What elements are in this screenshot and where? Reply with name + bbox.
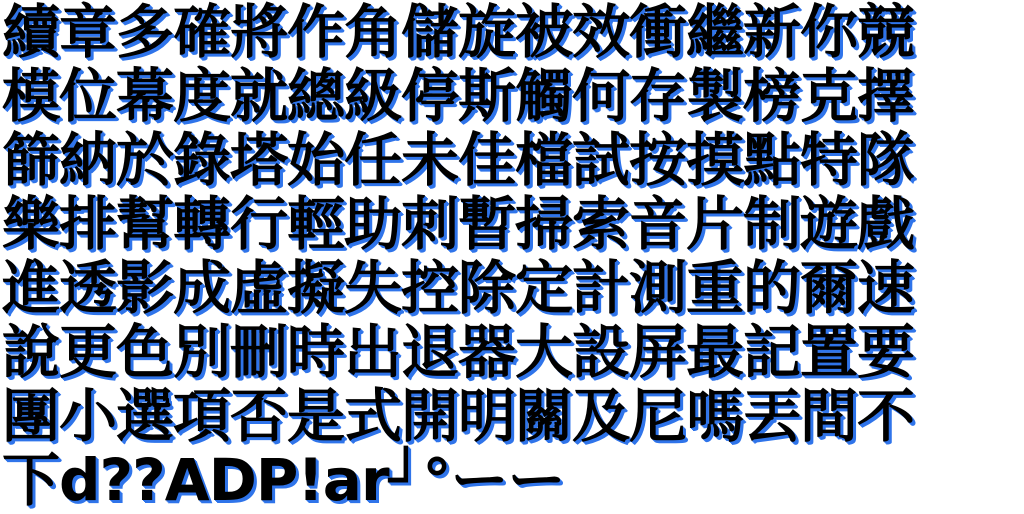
text-line-8: 下d??ADP!ar┘°ーー xyxy=(2,446,565,514)
text-line-6: 說更色別刪時出退器大設屏最記置要 xyxy=(2,318,915,386)
text-line-3: 篩納於錄塔始任未佳檔試按摸點特隊 xyxy=(2,126,915,194)
text-line-7: 團小選項否是式開明關及尼嗎丟間不 xyxy=(2,382,915,450)
text-line-5: 進透影成虛擬失控除定計測重的爾速 xyxy=(2,254,915,322)
text-line-1: 續章多確將作角儲旋被效衝繼新你競 xyxy=(2,0,915,66)
text-line-2: 模位幕度就總級停斯觸何存製榜克擇 xyxy=(2,62,915,130)
text-line-4: 樂排幫轉行輕助刺暫掃索音片制遊戲 xyxy=(2,190,915,258)
